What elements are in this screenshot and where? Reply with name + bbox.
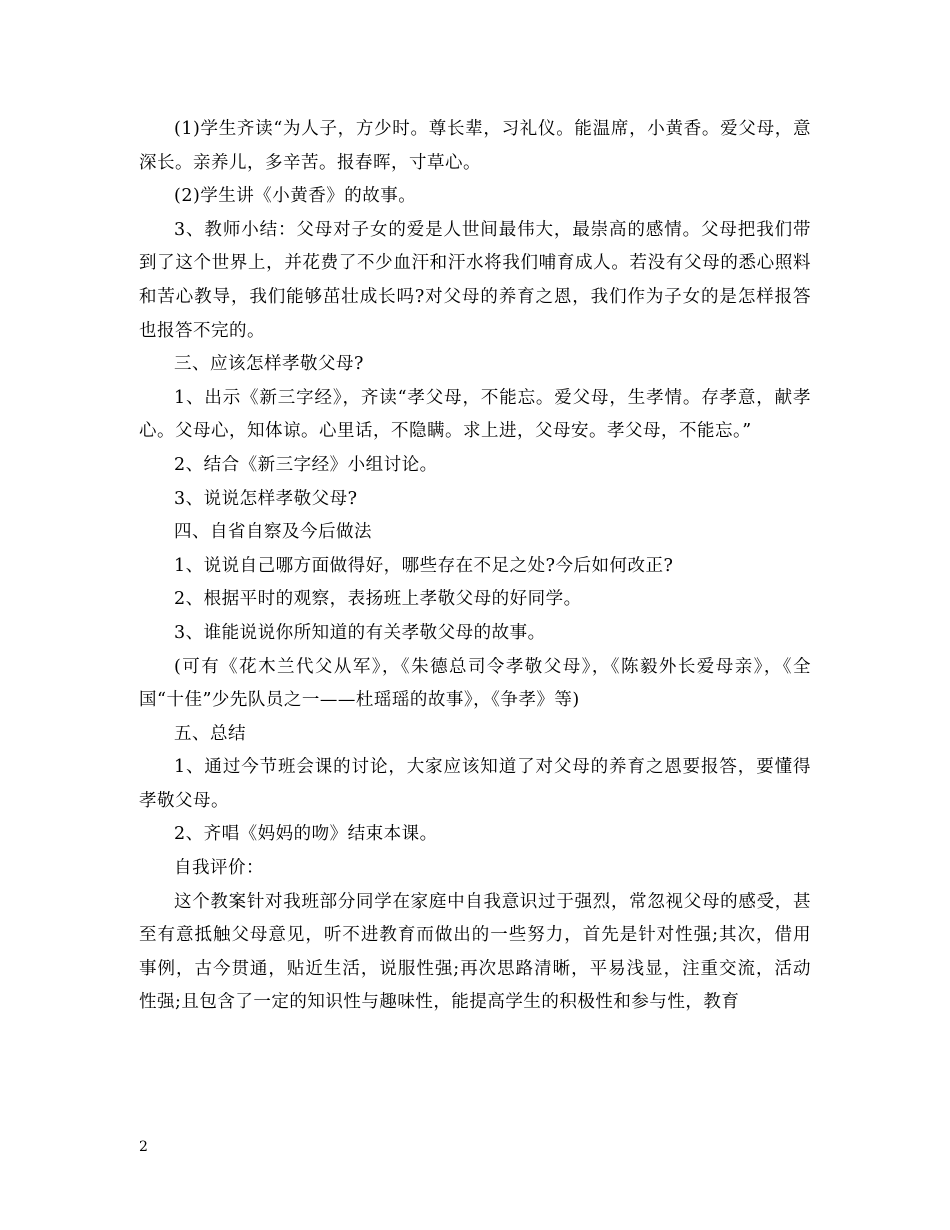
section-heading-how-to-honor-parents: 三、应该怎样孝敬父母?	[174, 354, 364, 375]
paragraph-story-examples: (可有《花木兰代父从军》，《朱德总司令孝敬父母》，《陈毅外长爱母亲》，《全国“十佳”少先队员之一——杜瑶瑶的故事》，《争孝》等)	[139, 656, 811, 711]
paragraph-teacher-summary: 3、教师小结：父母对子女的爱是人世间最伟大，最崇高的感情。父母把我们带到了这个世界上，并花费了不少血汗和汗水将我们哺育成人。若没有父母的悉心照料和苦心教导，我们能够茁壮成长吗?对父母的养育之恩，我们作为子女的是怎样报答也报答不完的。	[139, 219, 811, 341]
paragraph-self-assessment: 1、说说自己哪方面做得好，哪些存在不足之处?今后如何改正?	[174, 555, 674, 576]
paragraph-student-recitation: (1)学生齐读“为人子，方少时。尊长辈，习礼仪。能温席，小黄香。爱父母，意深长。亲养儿，多辛苦。报春晖，寸草心。	[139, 119, 811, 173]
section-heading-self-reflection: 四、自省自察及今后做法	[174, 522, 372, 543]
paragraph-self-evaluation-body: 这个教案针对我班部分同学在家庭中自我意识过于强烈，常忽视父母的感受，甚至有意抵触父母意见，听不进教育而做出的一些努力，首先是针对性强;其次，借用事例，古今贯通，贴近生活，说服性强;再次思路清晰，平易浅显，注重交流，活动性强;且包含了一定的知识性与趣味性，能提高学生的积极性和参与性，教育	[139, 891, 811, 1013]
paragraph-new-three-character-classic: 1、出示《新三字经》，齐读“孝父母，不能忘。爱父母，生孝情。存孝意，献孝心。父母心，知体谅。心里话，不隐瞒。求上进，父母安。孝父母，不能忘。”	[139, 387, 811, 442]
paragraph-summary-point-1: 1、通过今节班会课的讨论，大家应该知道了对父母的养育之恩要报答，要懂得孝敬父母。	[139, 757, 811, 811]
paragraph-how-to-honor: 3、说说怎样孝敬父母?	[174, 488, 358, 509]
section-heading-summary: 五、总结	[174, 723, 246, 744]
document-body	[139, 113, 811, 1020]
paragraph-student-story: (2)学生讲《小黄香》的故事。	[174, 186, 417, 207]
paragraph-tell-stories: 3、谁能说说你所知道的有关孝敬父母的故事。	[174, 622, 546, 643]
paragraph-summary-point-2: 2、齐唱《妈妈的吻》结束本课。	[174, 824, 438, 845]
paragraph-praise-classmates: 2、根据平时的观察，表扬班上孝敬父母的好同学。	[174, 589, 582, 610]
paragraph-group-discussion: 2、结合《新三字经》小组讨论。	[174, 454, 438, 475]
section-heading-self-evaluation: 自我评价：	[174, 858, 264, 879]
page-number: 2	[139, 1139, 148, 1155]
